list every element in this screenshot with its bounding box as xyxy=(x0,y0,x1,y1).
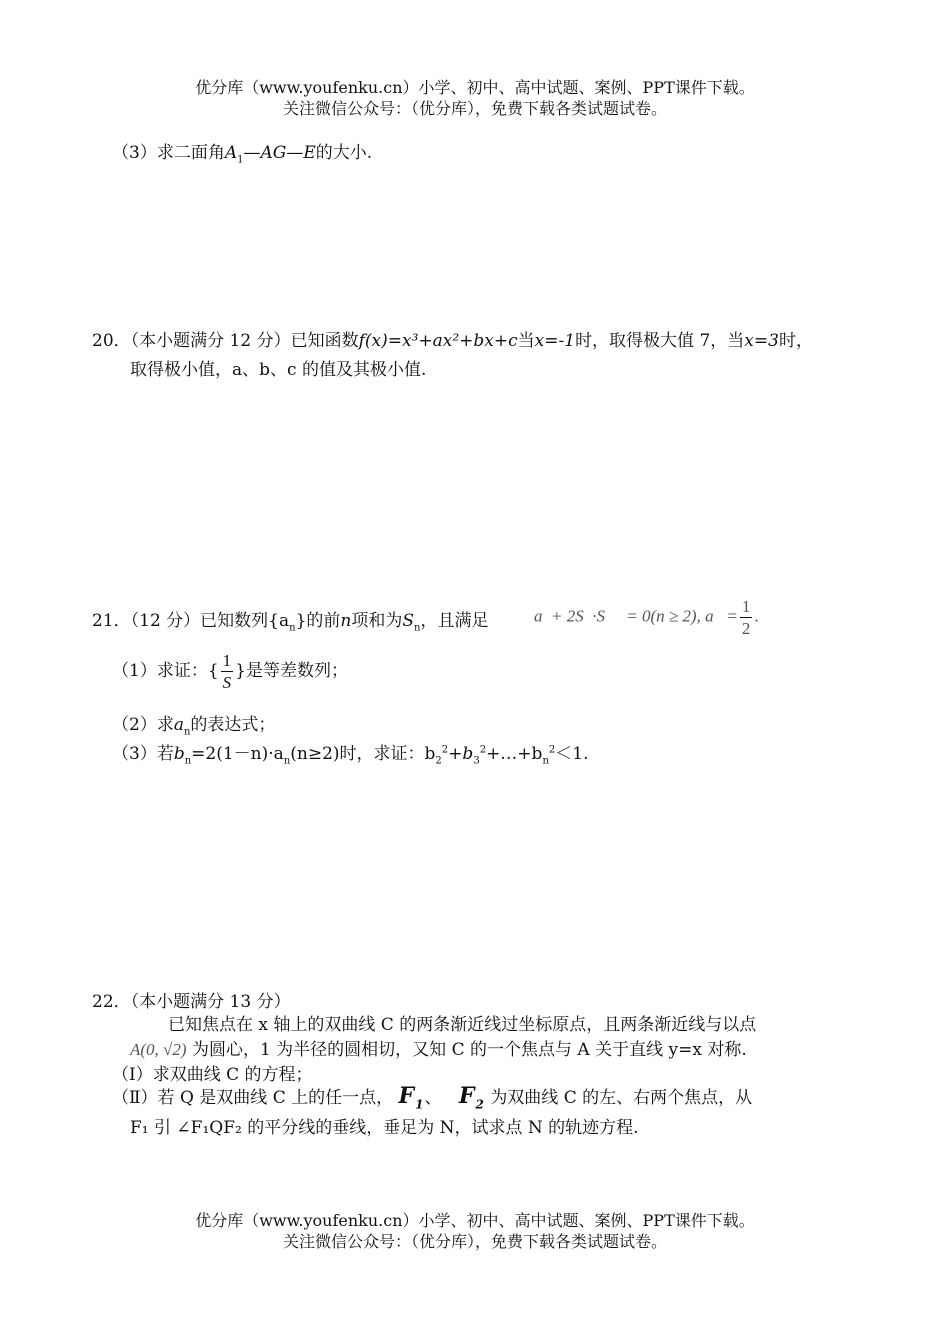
footer-line-1: 优分库（www.youfenku.cn）小学、初中、高中试题、案例、PPT课件下载。 xyxy=(195,1211,755,1230)
q21-number: 21． xyxy=(92,611,131,631)
q21-part1-prefix: （1）求证：{ xyxy=(112,661,219,681)
q22-number: 22． xyxy=(92,992,131,1012)
q22-F1: $F_1$ xyxy=(398,1083,425,1112)
footer-line-2: 关注微信公众号：（优分库），免费下载各类试题试卷。 xyxy=(282,1232,667,1251)
q21-part3-b3-sup: 2 xyxy=(479,744,487,756)
q21-intro-S: S xyxy=(402,611,415,631)
q22-title-text: （本小题满分 13 分） xyxy=(130,992,291,1012)
q19-expr-a: A xyxy=(224,143,238,163)
q21-intro-a: （12 分）已知数列{a xyxy=(130,611,290,631)
q21-condition-period: . xyxy=(754,606,759,626)
q22-part2-line1 xyxy=(112,1083,753,1112)
q21-intro-b: }的前 xyxy=(295,611,341,631)
q21-part1-suffix: }是等差数列； xyxy=(235,661,348,681)
q21-part2-sub: n xyxy=(183,726,191,738)
q21-intro-c: 项和为 xyxy=(351,611,403,631)
q20-line1 xyxy=(92,326,813,351)
q22-point-A: A(0, √2) xyxy=(130,1040,187,1059)
q21-part2 xyxy=(112,710,276,738)
q21-part3-b3: b xyxy=(462,744,474,764)
q21-part3-end: ＜1. xyxy=(555,744,589,764)
q21-part3-b: b xyxy=(173,744,185,764)
q21-half-den: 2 xyxy=(741,619,751,638)
q21-part3 xyxy=(112,739,589,767)
q21-half-fraction xyxy=(740,598,753,637)
q19-expr-sub: 1 xyxy=(237,154,244,166)
q20-text-b: 当 xyxy=(517,331,535,351)
q21-part1-num: 1 xyxy=(222,651,232,670)
q21-intro xyxy=(92,606,489,634)
q19-expr-rest: —AG—E xyxy=(243,143,316,163)
q21-part2-prefix: （2）求 xyxy=(112,715,174,735)
q20-line2: 取得极小值，a、b、c 的值及其极小值. xyxy=(130,360,427,380)
q22-line2 xyxy=(130,1035,747,1060)
header-line-1: 优分库（www.youfenku.cn）小学、初中、高中试题、案例、PPT课件下载。 xyxy=(195,78,755,97)
q20-text-d: 时， xyxy=(778,331,813,351)
q21-part3-bn-sup: 2 xyxy=(548,744,556,756)
q21-intro-S-sub: n xyxy=(414,622,421,634)
q22-line2-text: 为圆心，1 为半径的圆相切，又知 C 的一个焦点与 A 关于直线 y=x 对称. xyxy=(191,1040,747,1060)
q22-line1: 已知焦点在 x 轴上的双曲线 C 的两条渐近线过坐标原点，且两条渐近线与以点 xyxy=(168,1015,757,1035)
q21-part1 xyxy=(112,652,348,691)
q21-part3-a-sub: n xyxy=(283,755,291,767)
q21-part3-bn-sub: n xyxy=(542,755,549,767)
q21-part3-b3-sub: 3 xyxy=(473,755,480,767)
q20-number: 20． xyxy=(92,331,131,351)
q21-part3-rest2: (n≥2)时，求证：b xyxy=(290,744,436,764)
q21-part1-den: S xyxy=(222,673,232,692)
q22-part1: （Ⅰ）求双曲线 C 的方程； xyxy=(112,1065,313,1085)
q22-F2: $F_2$ xyxy=(458,1083,485,1112)
q21-part2-var: a xyxy=(173,715,184,735)
q21-part2-suffix: 的表达式； xyxy=(190,715,276,735)
q21-part3-plus-b3: + xyxy=(448,744,463,764)
q22-separator: 、 xyxy=(424,1088,442,1108)
q21-part3-rest: =2(1－n)·a xyxy=(191,744,284,764)
q20-cond2: x=3 xyxy=(744,331,779,351)
q20-cond1: x=-1 xyxy=(534,331,576,351)
q21-part3-prefix: （3）若 xyxy=(112,744,174,764)
q19-part3-prefix: （3）求二面角 xyxy=(112,143,225,163)
q21-part3-rest3: +…+b xyxy=(486,744,543,764)
q22-part2-line2: F₁ 引 ∠F₁QF₂ 的平分线的垂线，垂足为 N，试求点 N 的轨迹方程. xyxy=(130,1118,639,1138)
q21-part3-b2-sup: 2 xyxy=(441,744,449,756)
q21-part3-b2-sub: 2 xyxy=(435,755,442,767)
q22-part2-a: （Ⅱ）若 Q 是双曲线 C 上的任一点， xyxy=(112,1088,394,1108)
q20-text-c: 时，取得极大值 7，当 xyxy=(575,331,745,351)
q20-function: f(x)=x³+ax²+bx+c xyxy=(358,331,518,351)
q21-half-num: 1 xyxy=(741,597,751,616)
q21-part1-fraction xyxy=(221,652,234,691)
q21-condition-expr: a + 2S ·S = 0(n ≥ 2), a = xyxy=(534,606,738,626)
q21-intro-a-sub: n xyxy=(289,622,296,634)
q21-condition xyxy=(534,598,759,637)
q21-part3-b-sub: n xyxy=(184,755,192,767)
q19-part3-suffix: 的大小. xyxy=(315,143,373,163)
q21-intro-d: ，且满足 xyxy=(420,611,489,631)
header-line-2: 关注微信公众号：（优分库），免费下载各类试题试卷。 xyxy=(282,99,667,118)
q22-part2-b: 为双曲线 C 的左、右两个焦点，从 xyxy=(490,1088,753,1108)
q19-part3 xyxy=(112,138,373,166)
q21-intro-n: n xyxy=(340,611,352,631)
q20-text-a: （本小题满分 12 分）已知函数 xyxy=(130,331,359,351)
q22-title xyxy=(92,987,291,1012)
